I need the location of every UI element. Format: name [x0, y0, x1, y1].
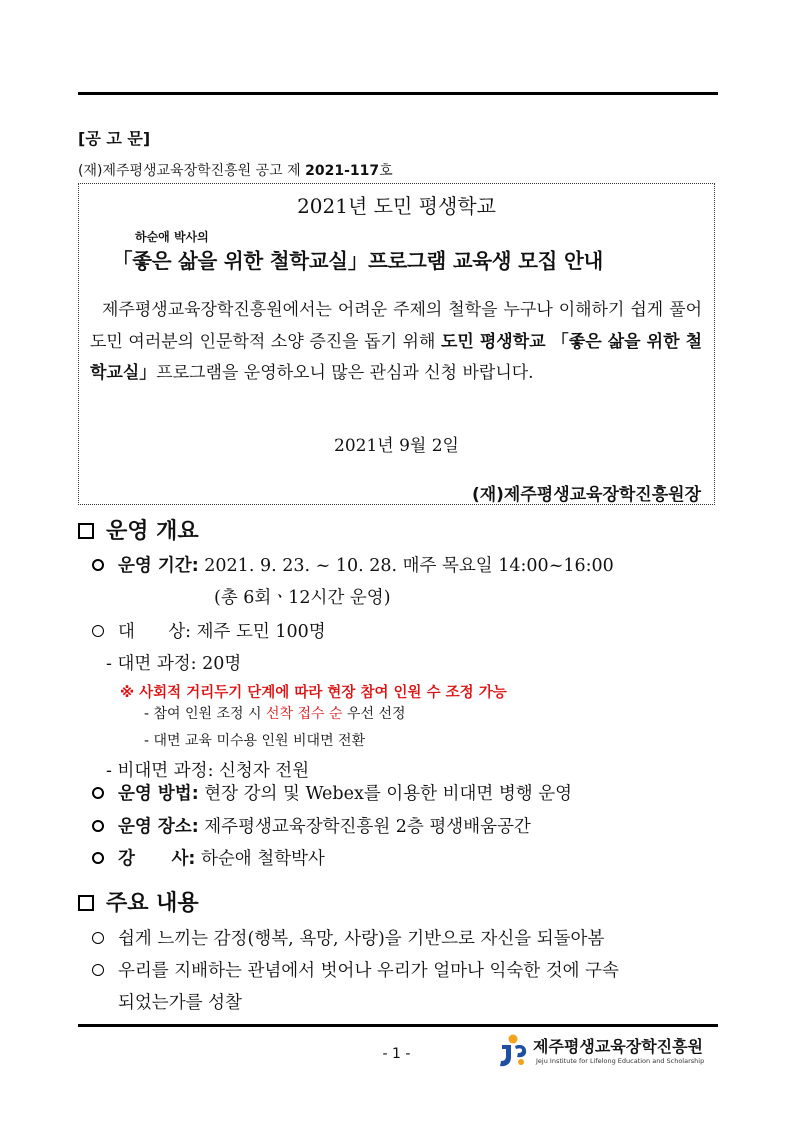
- overview-place: 운영 장소: 제주평생교육장학진흥원 2층 평생배움공간: [92, 813, 531, 838]
- circle-bullet-icon: [92, 559, 104, 571]
- notice-number-line: (재)제주평생교육장학진흥원 공고 제 2021-117호: [78, 163, 393, 179]
- circle-bullet-icon: [92, 820, 104, 832]
- square-bullet-icon: [78, 523, 94, 539]
- overview-method: 운영 방법: 현장 강의 및 Webex를 이용한 비대면 병행 운영: [92, 780, 572, 805]
- section-overview-heading: 운영 개요: [78, 514, 199, 545]
- first-come-label: 선착 접수 순: [265, 706, 343, 722]
- circle-bullet-icon: [92, 964, 104, 976]
- circle-bullet-icon: [92, 787, 104, 799]
- announcement-subtitle: 「좋은 삶을 위한 철학교실」프로그램 교육생 모집 안내: [112, 249, 603, 273]
- circle-bullet-icon: [92, 625, 104, 637]
- overview-offline: - 대면 과정: 20명: [106, 654, 242, 674]
- announcement-org: (재)제주평생교육장학진흥원장: [471, 485, 701, 505]
- content-item-1: 쉽게 느끼는 감정(행복, 욕망, 사랑)을 기반으로 자신을 되돌아봄: [92, 925, 604, 950]
- top-rule: [78, 92, 718, 95]
- overview-warning: ※ 사회적 거리두기 단계에 따라 현장 참여 인원 수 조정 가능: [120, 685, 507, 701]
- overview-period-note: (총 6회ㆍ12시간 운영): [214, 588, 391, 608]
- content-item-2-cont: 되었는가를 성찰: [118, 993, 242, 1013]
- overview-online: - 비대면 과정: 신청자 전원: [106, 761, 310, 781]
- overview-lecturer: 강 사: 하순애 철학박사: [92, 845, 325, 870]
- announcement-title: 2021년 도민 평생학교: [297, 194, 496, 218]
- notice-tag: [공 고 문]: [78, 129, 151, 148]
- overview-target: 대 상: 제주 도민 100명: [92, 618, 326, 643]
- jeju-institute-logo-icon: [497, 1033, 531, 1073]
- lecturer-caption: 하순애 박사의: [135, 230, 209, 244]
- content-item-2: 우리를 지배하는 관념에서 벗어나 우리가 얼마나 익숙한 것에 구속: [92, 957, 619, 982]
- program-name: 도민 평생학교 「좋은 삶을 위한 철학교실」: [90, 331, 702, 383]
- bottom-rule: [78, 1024, 718, 1027]
- announcement-date: 2021년 9월 2일: [334, 436, 459, 456]
- overview-sub2: - 대면 교육 미수용 인원 비대면 전환: [144, 733, 366, 749]
- circle-bullet-icon: [92, 852, 104, 864]
- circle-bullet-icon: [92, 932, 104, 944]
- logo-name: 제주평생교육장학진흥원: [533, 1037, 704, 1056]
- section-content-heading: 주요 내용: [78, 886, 199, 917]
- announcement-body: 제주평생교육장학진흥원에서는 어려운 주제의 철학을 누구나 이해하기 쉽게 풀어 도민 여러분의 인문학적 소양 증진을 돕기 위해 도민 평생학교 「좋은 삶을 위한 철학교실」프로그램을 운영하오니 많은 관심과 신청 바랍니다.: [90, 300, 702, 383]
- square-bullet-icon: [78, 895, 94, 911]
- logo-subtitle: Jeju Institute for Lifelong Education and Scholarship: [536, 1057, 705, 1065]
- overview-sub1: - 참여 인원 조정 시 선착 접수 순 우선 선정: [144, 706, 406, 722]
- overview-period: 운영 기간: 2021. 9. 23. ~ 10. 28. 매주 목요일 14:00~16:00: [92, 552, 614, 577]
- notice-number: 2021-117: [305, 163, 380, 179]
- page-number: - 1 -: [382, 1046, 411, 1062]
